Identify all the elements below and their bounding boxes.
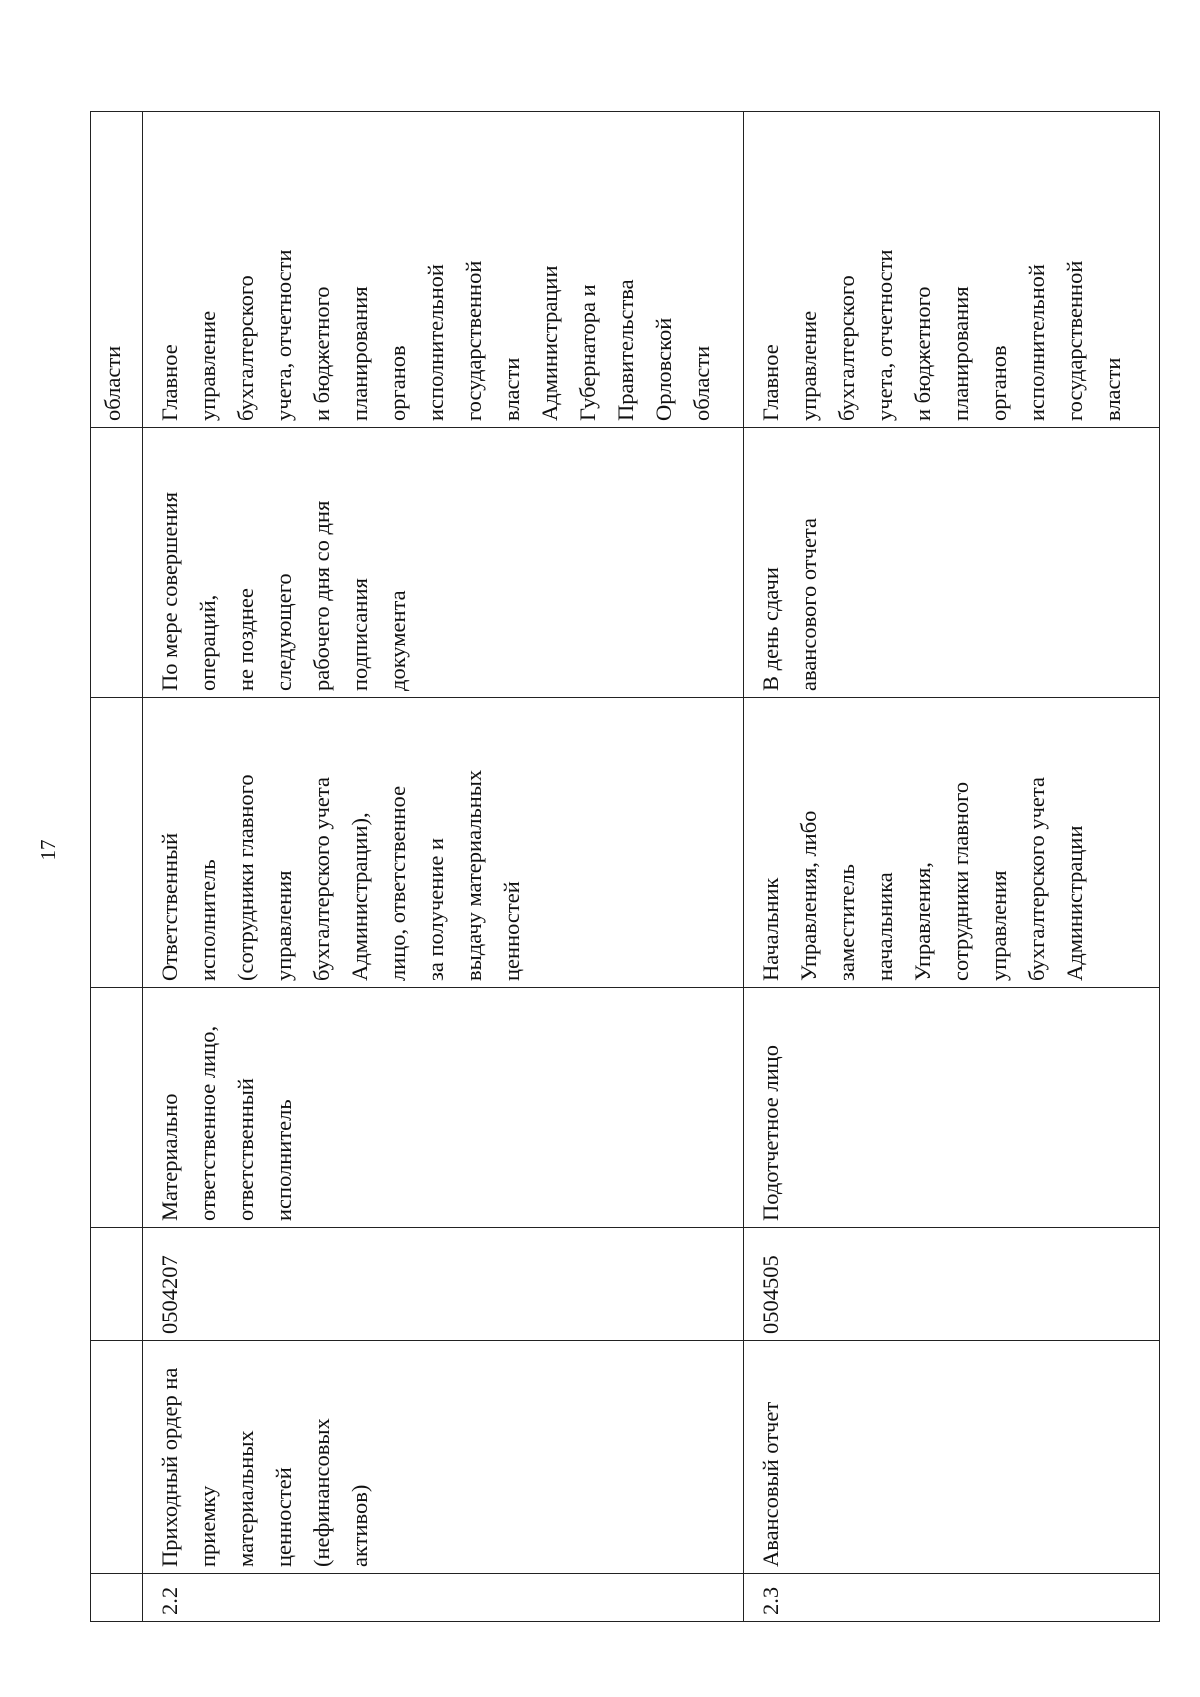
cell-code: 0504207 [143, 1228, 744, 1341]
cell-destination: области [91, 112, 143, 428]
cell-responsible: Подотчетное лицо [744, 988, 1160, 1228]
cell-name: Приходный ордер на приемку материальных ценностей (нефинансовых активов) [143, 1341, 744, 1574]
cell-responsible: Материально ответственное лицо, ответственный исполнитель [143, 988, 744, 1228]
cell-executor [91, 698, 143, 988]
cell-name [91, 1341, 143, 1574]
cell-executor: Ответственный исполнитель (сотрудники главного управления бухгалтерского учета Администрации), лицо, ответственное за получение и выдачу материальных ценностей [143, 698, 744, 988]
cell-code [91, 1228, 143, 1341]
cell-num: 2.2 [143, 1574, 744, 1622]
table-container [90, 112, 1125, 1622]
cell-responsible [91, 988, 143, 1228]
cell-destination: Главное управление бухгалтерского учета, отчетности и бюджетного планирования органов исполнительной государственной власти [744, 112, 1160, 428]
table-row-continuation [91, 112, 143, 1622]
table-row [744, 112, 1160, 1622]
cell-term: По мере совершения операций, не позднее следующего рабочего дня со дня подписания документа [143, 428, 744, 698]
rotated-table [90, 112, 1125, 1622]
cell-num: 2.3 [744, 1574, 1160, 1622]
cell-code: 0504505 [744, 1228, 1160, 1341]
table-row [143, 112, 744, 1622]
cell-destination: Главное управление бухгалтерского учета, отчетности и бюджетного планирования органов исполнительной государственной власти Администрации Губернатора и Правительства Орловской области [143, 112, 744, 428]
cell-term [91, 428, 143, 698]
page-number: 17 [36, 839, 60, 861]
cell-executor: Начальник Управления, либо заместитель начальника Управления, сотрудники главного управления бухгалтерского учета Администрации [744, 698, 1160, 988]
cell-name: Авансовый отчет [744, 1341, 1160, 1574]
cell-term: В день сдачи авансового отчета [744, 428, 1160, 698]
cell-num [91, 1574, 143, 1622]
document-table [90, 111, 1160, 1622]
